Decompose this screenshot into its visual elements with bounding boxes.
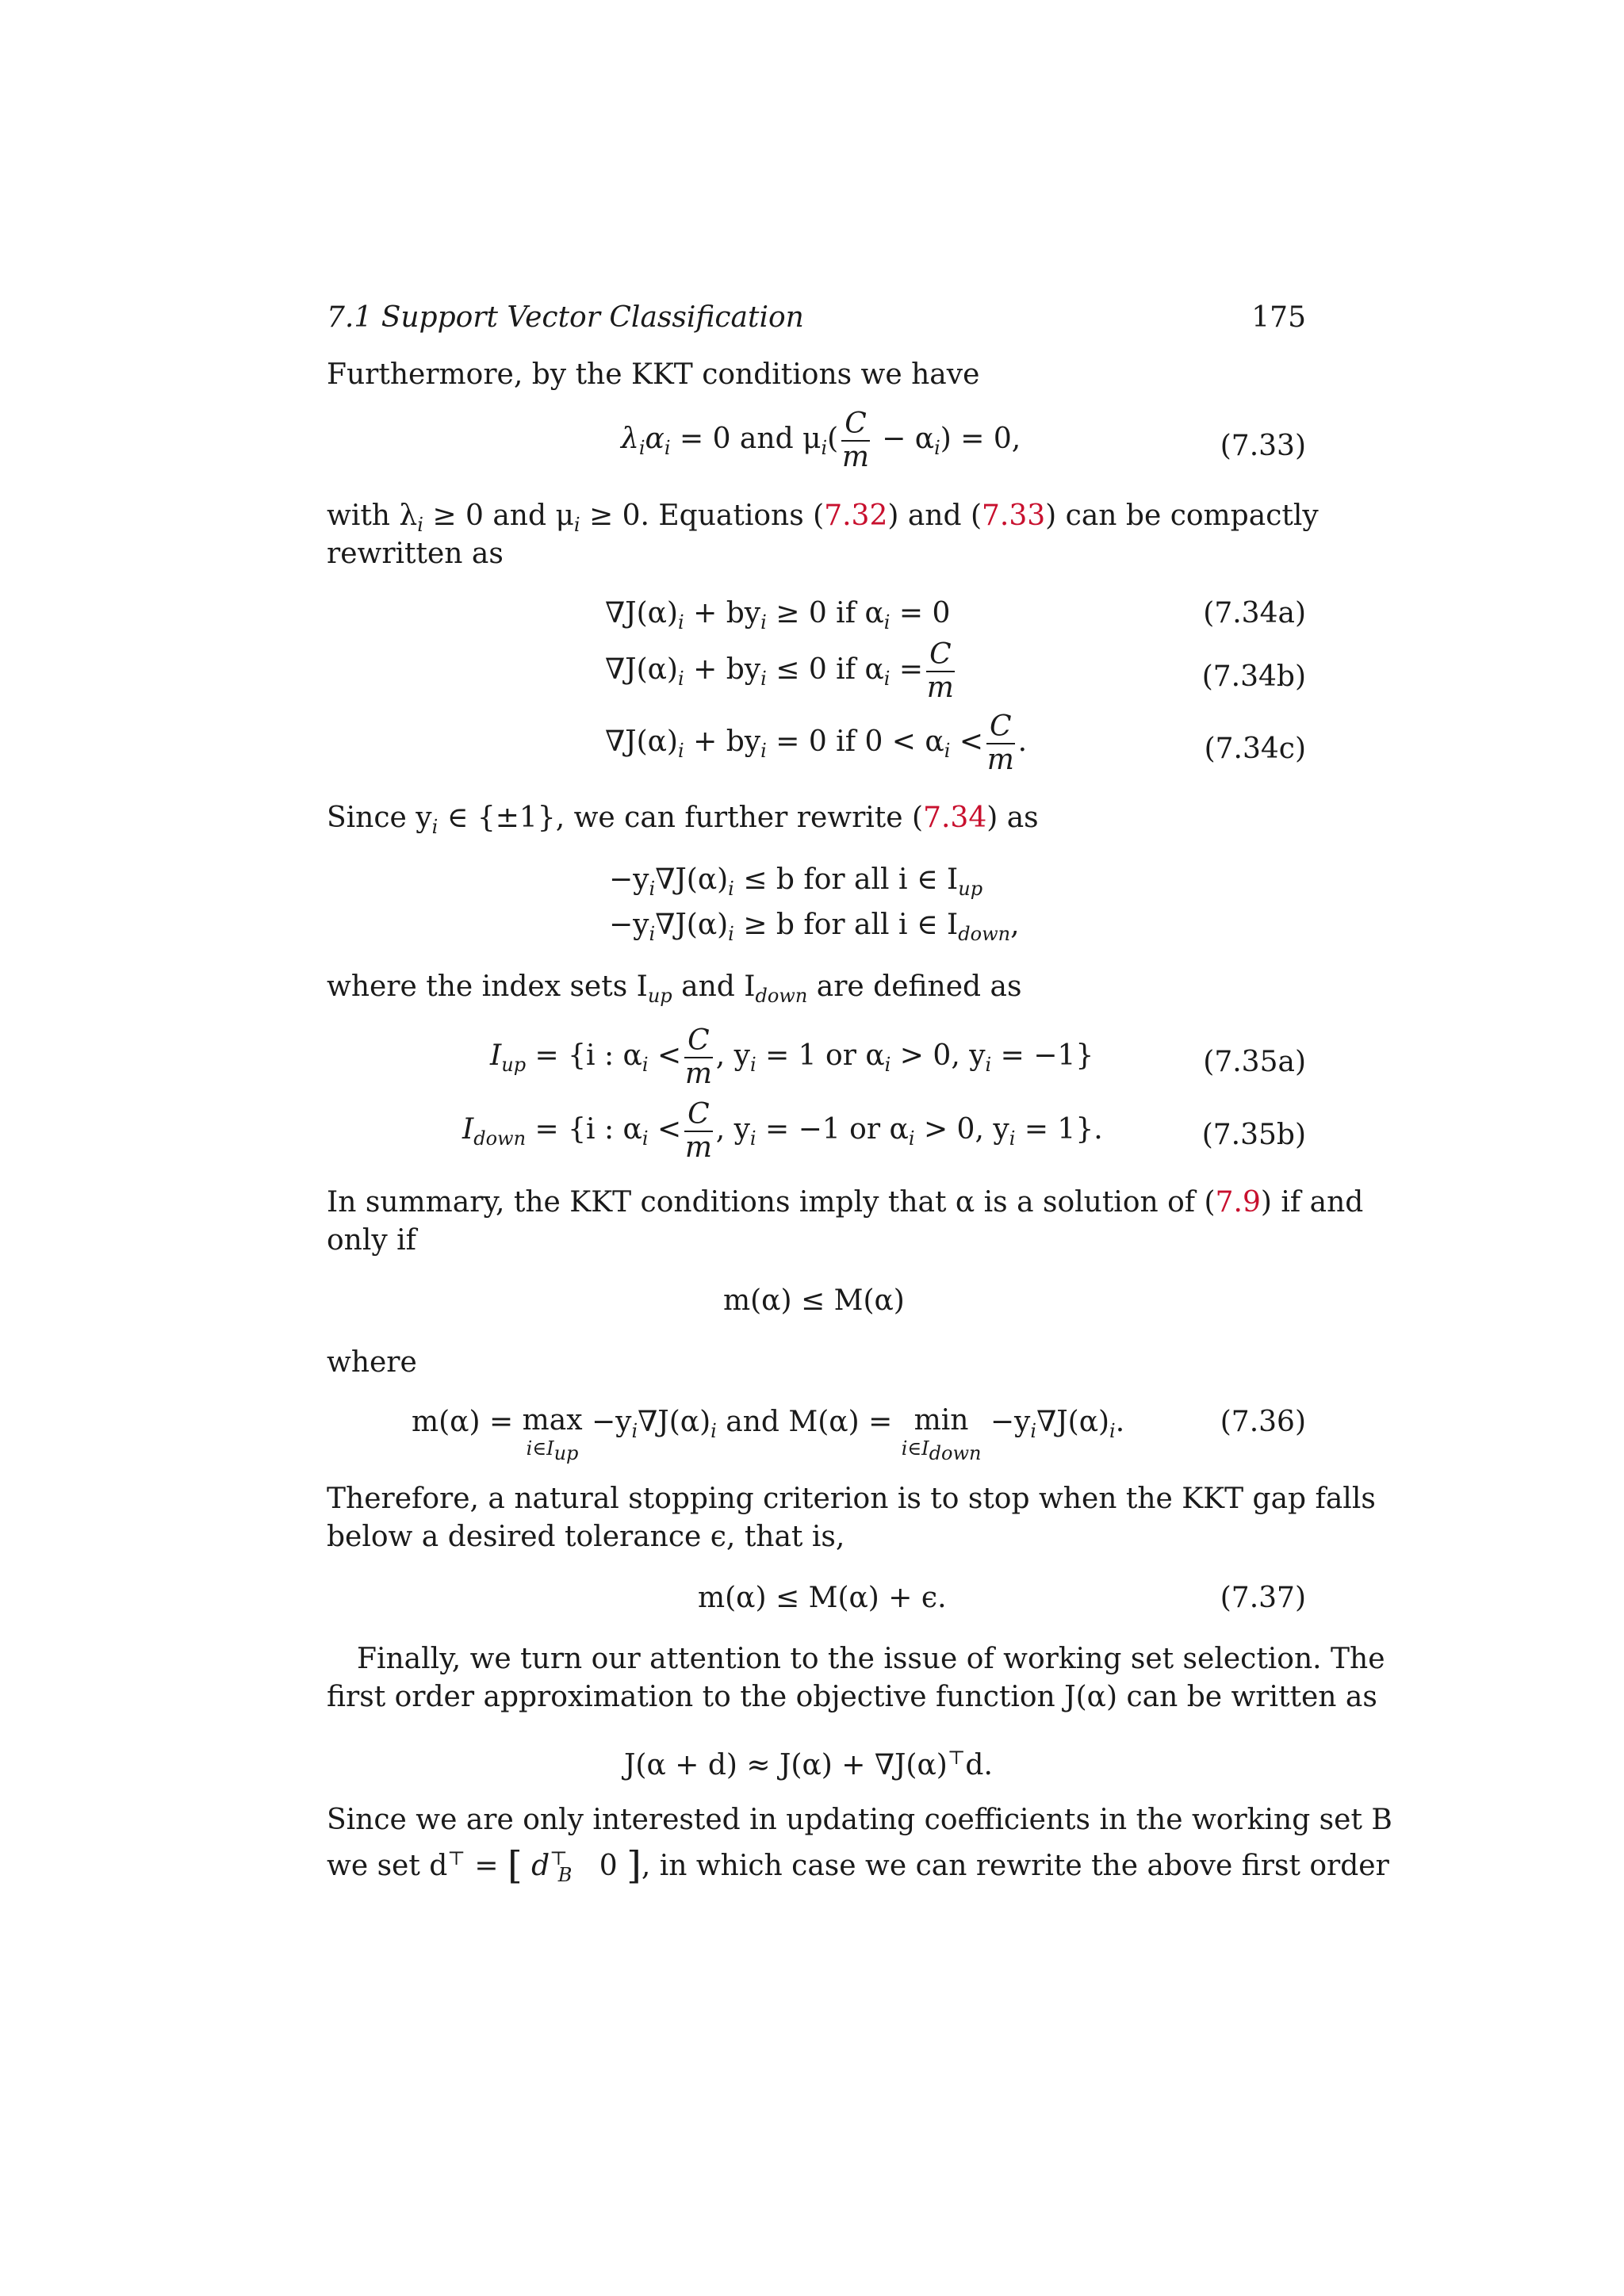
equation-number: (7.34a) bbox=[1203, 597, 1306, 629]
equation-taylor: J(α + d) ≈ J(α) + ∇J(α)⊤d. bbox=[624, 1747, 993, 1781]
equation-7-35b: $I_{down} = \{i$ : $\alpha_i$ < $\frac{C}{m}$ , $y_i = -1$ or $\alpha_i > 0$, $y_i = 1$}. bbox=[462, 1098, 1103, 1164]
page-number: 175 bbox=[1251, 301, 1306, 334]
max-operator: max $i\in I_{up}$ bbox=[522, 1404, 583, 1464]
equation-number: (7.36) bbox=[1220, 1406, 1306, 1438]
equation-number: (7.33) bbox=[1220, 430, 1306, 462]
paragraph-update-line-1: Since we are only interested in updating coefficients in the working set B bbox=[327, 1804, 1392, 1836]
paragraph-summary-line-1: In summary, the KKT conditions imply that α is a solution of (7.9) if and bbox=[327, 1186, 1364, 1219]
equation-7-36: m(α) = max $i\in I_{up}$ $-y_i\nabla J(\alpha)_i$ and M(α) = min $i\in I_{down}$ $-y_i\nabla J(\alpha)_i$. bbox=[412, 1404, 1125, 1464]
equation-7-34a: $\nabla J(\alpha)_i + by_i \ge 0$ if $\alpha_i = 0$ bbox=[605, 597, 951, 634]
paragraph-stopping-line-2: below a desired tolerance ϵ, that is, bbox=[327, 1521, 845, 1553]
equation-link[interactable]: 7.33 bbox=[982, 499, 1046, 532]
equation-m-le-M: m(α) ≤ M(α) bbox=[723, 1284, 905, 1317]
paragraph-rewrite: Since $y_i$ ∈ {±1}, we can further rewrite (7.34) as bbox=[327, 802, 1039, 839]
equation-number: (7.34c) bbox=[1204, 733, 1306, 765]
paragraph-equations-line-1: with $\lambda_i \ge 0$ and $\mu_i \ge 0$. Equations (7.32) and (7.33) can be compactly bbox=[327, 499, 1319, 537]
inequality-up: $-y_i\nabla J(\alpha)_i \le b$ for all i ∈ $I_{up}$ bbox=[609, 863, 983, 901]
equation-link[interactable]: 7.34 bbox=[923, 802, 987, 834]
paragraph-summary-line-2: only if bbox=[327, 1224, 416, 1257]
paragraph-stopping-line-1: Therefore, a natural stopping criterion is to stop when the KKT gap falls bbox=[327, 1483, 1376, 1515]
inequality-down: $-y_i\nabla J(\alpha)_i \ge b$ for all i ∈ $I_{down}$, bbox=[609, 909, 1020, 946]
equation-7-34b: $\nabla J(\alpha)_i + by_i \le 0$ if $\alpha_i$ = $\frac{C}{m}$ bbox=[605, 638, 954, 704]
equation-7-34c: $\nabla J(\alpha)_i + by_i = 0$ if $0 < \alpha_i$ < $\frac{C}{m}$ . bbox=[605, 710, 1028, 776]
equation-number: (7.35a) bbox=[1203, 1046, 1306, 1078]
equation-7-33: $\lambda_i\alpha_i = 0$ and $\mu_i$( $\frac{C}{m}$ − $\alpha_i) = 0$, bbox=[621, 408, 1021, 473]
paragraph-working-set-line-2: first order approximation to the objective function J(α) can be written as bbox=[327, 1681, 1377, 1713]
paragraph-equations-line-2: rewritten as bbox=[327, 538, 504, 570]
paragraph-where: where bbox=[327, 1346, 417, 1379]
equation-7-37: m(α) ≤ M(α) + ϵ. bbox=[698, 1582, 947, 1614]
min-operator: min $i\in I_{down}$ bbox=[901, 1404, 982, 1464]
fraction: $\frac{C}{m}$ bbox=[841, 408, 870, 473]
fraction: $\frac{C}{m}$ bbox=[926, 638, 954, 704]
paragraph-kkt-intro: Furthermore, by the KKT conditions we have bbox=[327, 358, 980, 391]
running-title: 7.1 Support Vector Classification bbox=[327, 301, 804, 334]
equation-number: (7.35b) bbox=[1201, 1119, 1306, 1151]
equation-number: (7.37) bbox=[1220, 1582, 1306, 1614]
equation-7-35a: $I_{up} = \{i$ : $\alpha_i$ < $\frac{C}{m}$ , $y_i = 1$ or $\alpha_i > 0$, $y_i = -1$} bbox=[490, 1024, 1094, 1090]
paragraph-update-line-2: we set d⊤ = [ $d^⊤_B$ 0 ], in which case we can rewrite the above first order bbox=[327, 1843, 1389, 1888]
fraction: $\frac{C}{m}$ bbox=[986, 710, 1014, 776]
equation-link[interactable]: 7.9 bbox=[1215, 1186, 1261, 1219]
equation-link[interactable]: 7.32 bbox=[824, 499, 888, 532]
paragraph-index-sets: where the index sets $I_{up}$ and $I_{down}$ are defined as bbox=[327, 970, 1022, 1008]
equation-number: (7.34b) bbox=[1201, 660, 1306, 693]
fraction: $\frac{C}{m}$ bbox=[684, 1024, 712, 1090]
paragraph-working-set-line-1: Finally, we turn our attention to the issue of working set selection. The bbox=[357, 1643, 1385, 1675]
fraction: $\frac{C}{m}$ bbox=[684, 1098, 712, 1164]
